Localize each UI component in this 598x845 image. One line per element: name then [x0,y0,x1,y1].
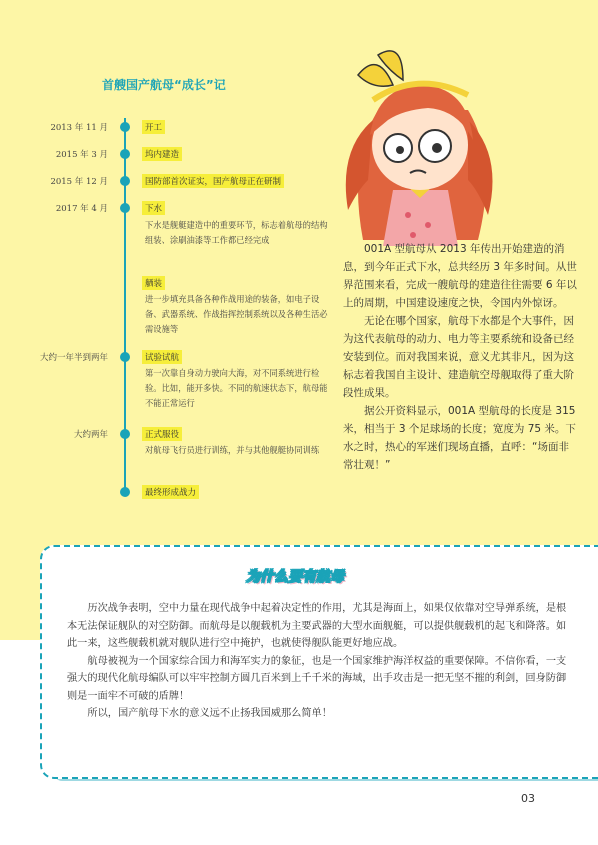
paragraph: 001A 型航母从 2013 年传出开始建造的消息，到今年正式下水，总共经历 3 年多时间。从世界范围来看，完成一艘航母的建造往往需要 6 年以上的周期，中国建设速度之快，令国内外惊讶。 [343,243,577,309]
timeline-date: 2015 年 3 月 [55,150,108,160]
timeline-date: 大约一年半到两年 [39,353,108,363]
timeline-label: 坞内建造 [142,147,182,161]
timeline-label: 正式服役 [142,427,182,441]
timeline-label: 下水 [142,201,165,215]
timeline-date: 2013 年 11 月 [50,123,108,133]
timeline-title: 首艘国产航母“成长”记 [102,78,226,92]
timeline-dot [120,203,130,213]
box-title: 为什么要有航母 [246,569,344,585]
timeline-description: 对航母飞行员进行训练，并与其他舰艇协同训练 [145,445,320,455]
timeline-date: 2017 年 4 月 [55,204,108,214]
paragraph: 无论在哪个国家，航母下水都是个大事件，因为这代表航母的动力、电力等主要系统和设备已经安装到位。而对我国来说，意义尤其非凡，因为这标志着我国自主设计、建造航空母舰取得了重大阶段性成果。 [343,315,574,399]
timeline-description: 第一次靠自身动力驶向大海，对不同系统进行检验。比如，能开多快。不同的航速状态下，航母能不能正常运行 [145,368,328,408]
timeline-date: 2015 年 12 月 [50,177,108,187]
timeline-label: 舾装 [142,276,165,290]
paragraph: 所以，国产航母下水的意义远不止扬我国威那么简单！ [87,708,332,719]
timeline-label: 试验试航 [142,350,182,364]
paragraph: 据公开资料显示，001A 型航母的长度是 315 米，相当于 3 个足球场的长度；宽度为 75 米。下水之时，热心的军迷们现场直播，直呼：“场面非常壮观！” [343,405,576,471]
timeline-dot [120,429,130,439]
timeline-date: 大约两年 [73,430,108,440]
timeline-dot [120,176,130,186]
timeline-line [124,118,126,496]
timeline-dot [120,122,130,132]
timeline-dot [120,149,130,159]
timeline-description: 下水是舰艇建造中的重要环节，标志着航母的结构组装、涂刷油漆等工作都已经完成 [145,220,328,245]
timeline-dot [120,487,130,497]
page-number: 03 [521,792,535,805]
timeline-label: 开工 [142,120,165,134]
timeline-description: 进一步填充具备各种作战用途的装备，如电子设备、武器系统、作战指挥控制系统以及各种生活必需设施等 [145,294,328,334]
box-text [67,600,567,723]
timeline-label: 最终形成战力 [142,485,199,499]
paragraph: 航母被视为一个国家综合国力和海军实力的象征，也是一个国家维护海洋权益的重要保障。不信你看，一支强大的现代化航母编队可以牢牢控制方圆几百米到上千千米的海域，出手攻击是一把无坚不摧的利剑，回身防御则是一面牢不可破的盾牌！ [67,655,567,702]
cartoon-girl-illustration [318,40,518,246]
timeline-label: 国防部首次证实，国产航母正在研制 [142,174,284,188]
main-article [343,240,578,474]
timeline-dot [120,352,130,362]
paragraph: 历次战争表明，空中力量在现代战争中起着决定性的作用，尤其是海面上，如果仅依靠对空导弹系统，是根本无法保证舰队的对空防御。而航母是以舰载机为主要武器的大型水面舰艇，可以提供舰载机的起飞和降落。如此一来，这些舰载机就对舰队进行空中掩护，也就使得舰队能更好地应战。 [67,603,567,649]
